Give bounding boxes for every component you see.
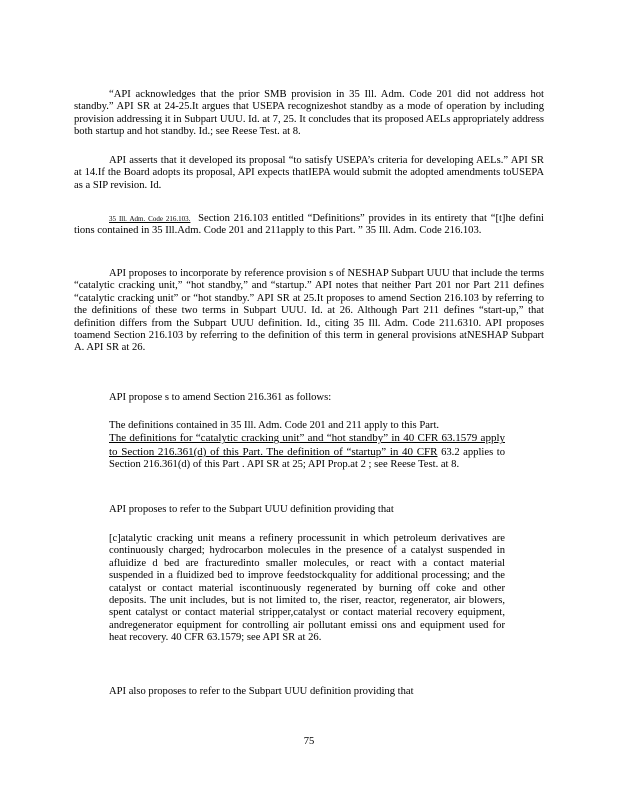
page-number: 75 [303,736,315,747]
paragraph-refer-definition-1: API proposes to refer to the Subpart UUU definition providing that [109,504,394,515]
paragraph-api-propose-amend: API propose s to amend Section 216.361 as follows: [109,392,332,403]
paragraph-section-216-103: 35 Ill. Adm. Code 216.103. Section 216.103 entitled “Definitions” provides in its entirety that “[t]he defini tions contained in 35 Ill.Adm. Code 201 and 211apply to this Part. ” 35 Ill. Adm. Code 216.103. [74,213,544,237]
block-quote-amendment: The definitions contained in 35 Ill. Adm. Code 201 and 211 apply to this Part. The definitions for “catalytic cracking unit” and “hot standby” in 40 CFR 63.1579 apply to Section 216.361(d) of this Part. The definition of “startup” in 40 CFR 63.2 applies to Section 216.361(d) of this Part . API SR at 25; API Prop.at 2 ; see Reese Test. at 8. [109,420,505,471]
paragraph-api-acknowledges: “API acknowledges that the prior SMB provision in 35 Ill. Adm. Code 201 did not address hot standby.” API SR at 24-25.It argues that USEPA recognizeshot standby as a mode of operation by including provision addressing it in Subpart UUU. Id. at 7, 25. It concludes that its proposed AELs appropriately address both startup and hot standby. Id.; see Reese Test. at 8. [74,89,544,138]
paragraph-api-asserts: API asserts that it developed its proposal “to satisfy USEPA’s criteria for developing AELs.” API SR at 14.If the Board adopts its proposal, API expects thatIEPA would submit the adopted amendments toUSEPA as a SIP revision. Id. [74,155,544,191]
paragraph-api-proposes-incorporate: API proposes to incorporate by reference provision s of NESHAP Subpart UUU that include the terms “catalytic cracking unit,” “hot standby,” and “startup.” API notes that neither Part 201 nor Part 211 defines “catalytic cracking unit” or “hot standby.” API SR at 25.It proposes to amend Section 216.103 by referring to the definitions of these two terms in Subpart UUU. Id. at 26. Although Part 211 defines “start-up,” that definition differs from the Subpart UUU definition. Id., citing 35 Ill. Adm. Code 211.6310. API proposes toamend Section 216.103 by referring to the definition of this term in general provisions atNESHAP Subpart A. API SR at 26. [74,268,544,354]
paragraph-refer-definition-2: API also proposes to refer to the Subpart UUU definition providing that [109,686,414,697]
block-quote-catalytic-cracking-unit: [c]atalytic cracking unit means a refinery processunit in which petroleum derivatives are continuously charged; hydrocarbon molecules in the presence of a catalyst suspended in afluidize d bed are fracturedinto smaller molecules, or react with a contact material suspended in a fluidized bed to improve feedstockquality for additional processing; and the catalyst or contact material iscontinuously regenerated by burning off coke and other deposits. The unit includes, but is not limited to, the riser, reactor, regenerator, air blowers, spent catalyst or contact material stripper,catalyst or contact material recovery equipment, andregenerator equipment for controlling air pollutant emissi ons and equipment used for heat recovery. 40 CFR 63.1579; see API SR at 26. [109,533,505,644]
section-heading: 35 Ill. Adm. Code 216.103. [109,215,191,223]
underlined-amendment-text: The definitions for “catalytic cracking unit” and “hot standby” in 40 CFR 63.1579 apply to Section 216.361(d) of this Part. The definition of “startup” in 40 CFR [109,432,505,458]
